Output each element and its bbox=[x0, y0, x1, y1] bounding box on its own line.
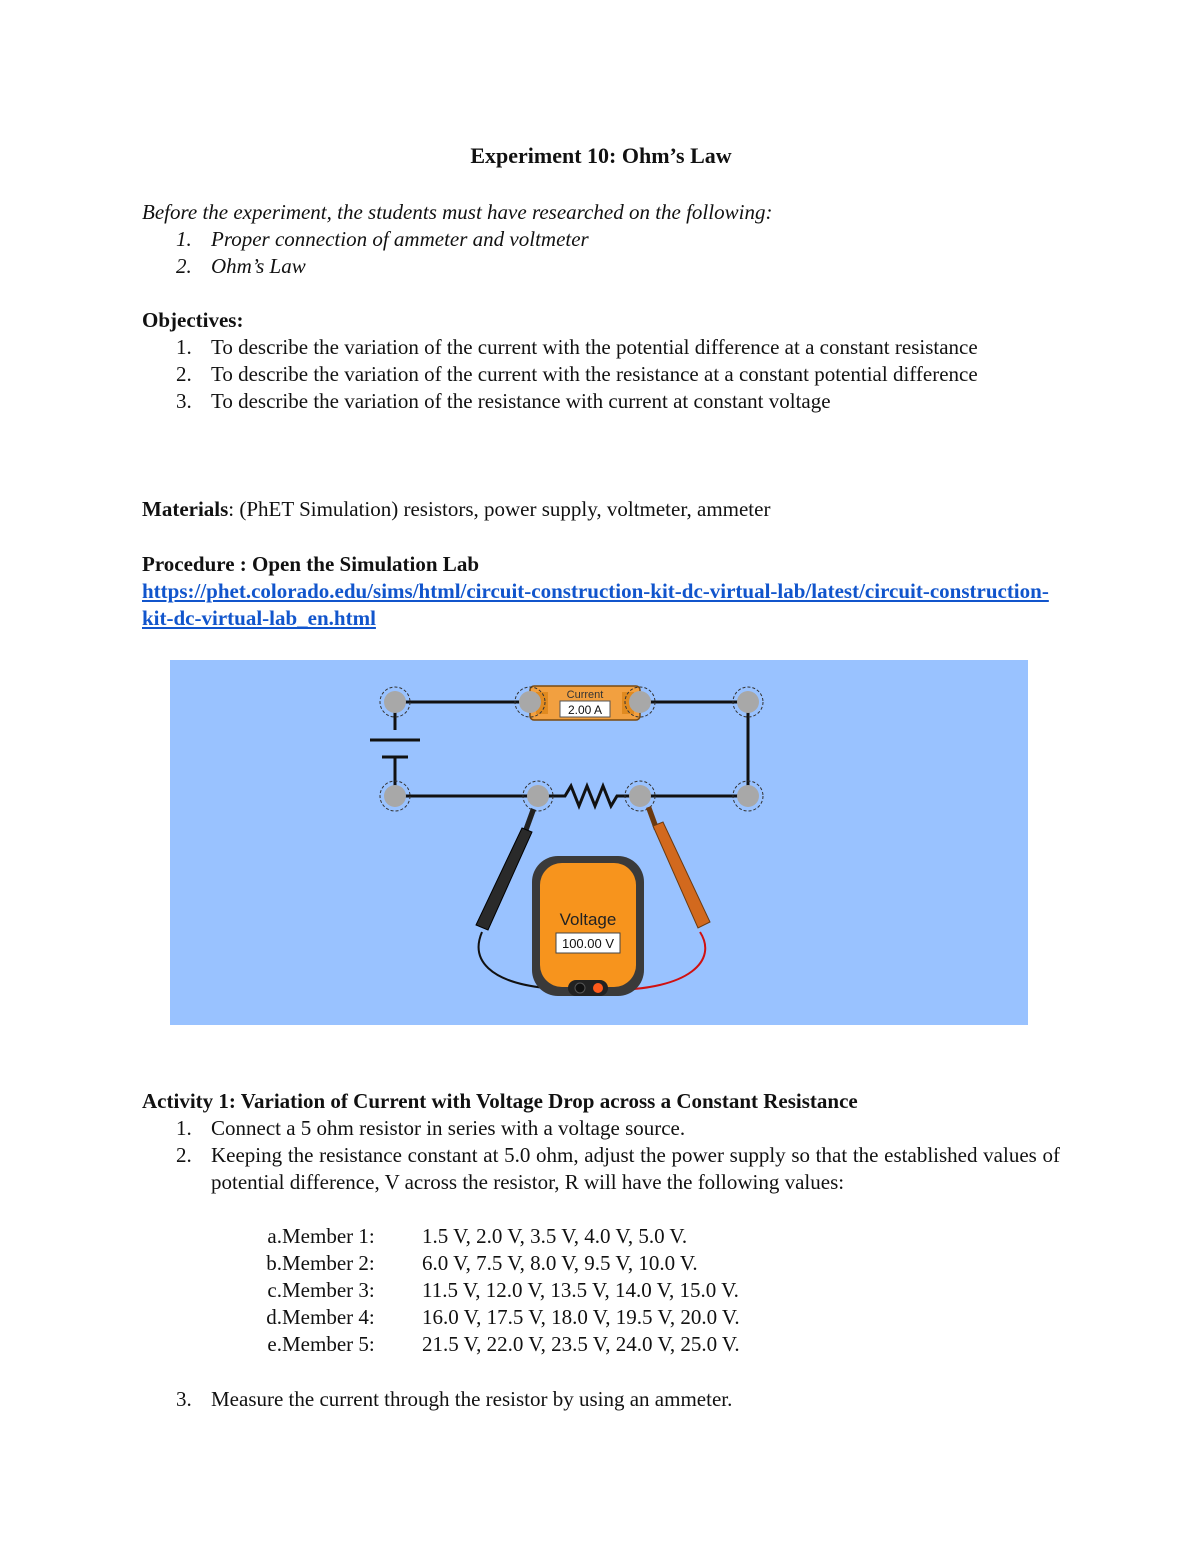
materials-label: Materials bbox=[142, 497, 229, 521]
list-item bbox=[142, 1142, 1060, 1196]
list-text: To describe the variation of the resistance with current at constant voltage bbox=[211, 389, 831, 413]
node-handle[interactable] bbox=[515, 687, 545, 717]
member-name: Member 4: bbox=[282, 1305, 375, 1329]
list-item bbox=[142, 361, 1060, 388]
member-values: 6.0 V, 7.5 V, 8.0 V, 9.5 V, 10.0 V. bbox=[422, 1251, 698, 1275]
procedure-heading: Procedure : Open the Simulation Lab bbox=[142, 552, 479, 576]
activity1-steps bbox=[142, 1115, 1060, 1196]
circuit-simulation-figure bbox=[170, 660, 1028, 1025]
materials-text: : (PhET Simulation) resistors, power supply, voltmeter, ammeter bbox=[228, 497, 771, 521]
voltmeter-label: Voltage bbox=[559, 910, 617, 929]
list-number: 2. bbox=[176, 362, 192, 386]
activity1-heading: Activity 1: Variation of Current with Voltage Drop across a Constant Resistance bbox=[142, 1089, 858, 1113]
node-handle[interactable] bbox=[733, 687, 763, 717]
list-item bbox=[142, 226, 1060, 253]
node-handle[interactable] bbox=[523, 781, 553, 811]
research-list bbox=[142, 226, 1060, 280]
list-item bbox=[142, 388, 1060, 415]
member-name: Member 2: bbox=[282, 1251, 375, 1275]
black-jack-icon bbox=[575, 983, 585, 993]
list-number: 1. bbox=[176, 335, 192, 359]
list-item bbox=[266, 1304, 740, 1331]
ammeter-label: Current bbox=[566, 689, 604, 701]
list-item bbox=[142, 253, 1060, 280]
member-name: Member 3: bbox=[282, 1278, 375, 1302]
node-handle[interactable] bbox=[380, 687, 410, 717]
list-number: 2. bbox=[176, 254, 192, 278]
list-text: Proper connection of ammeter and voltmeter bbox=[211, 227, 589, 251]
list-letter: e. bbox=[267, 1332, 282, 1356]
list-item bbox=[267, 1277, 740, 1304]
voltmeter-value: 100.00 V bbox=[561, 936, 615, 951]
voltmeter-icon[interactable] bbox=[532, 856, 644, 996]
member-values-list bbox=[266, 1223, 740, 1358]
list-item bbox=[267, 1331, 740, 1358]
list-item bbox=[266, 1250, 740, 1277]
member-values: 21.5 V, 22.0 V, 23.5 V, 24.0 V, 25.0 V. bbox=[422, 1332, 740, 1356]
materials-line bbox=[142, 496, 770, 523]
list-item bbox=[267, 1223, 740, 1250]
list-number: 3. bbox=[176, 1387, 192, 1411]
list-item bbox=[142, 1115, 1060, 1142]
member-values: 1.5 V, 2.0 V, 3.5 V, 4.0 V, 5.0 V. bbox=[422, 1224, 688, 1248]
simulation-link[interactable]: https://phet.colorado.edu/sims/html/circuit-construction-kit-dc-virtual-lab/latest/circuit-construction-kit-dc-virtual-lab_en.html bbox=[142, 579, 1049, 630]
node-handle[interactable] bbox=[380, 781, 410, 811]
red-probe-icon[interactable] bbox=[646, 806, 710, 928]
list-number: 2. bbox=[176, 1143, 192, 1167]
objectives-list bbox=[142, 334, 1060, 415]
list-text: Keeping the resistance constant at 5.0 ohm, adjust the power supply so that the established values of potential difference, V across the resistor, R will have the following values: bbox=[211, 1143, 1060, 1194]
black-probe-icon[interactable] bbox=[476, 808, 536, 930]
list-letter: d. bbox=[266, 1305, 282, 1329]
member-values: 16.0 V, 17.5 V, 18.0 V, 19.5 V, 20.0 V. bbox=[422, 1305, 740, 1329]
node-handle[interactable] bbox=[733, 781, 763, 811]
list-number: 1. bbox=[176, 227, 192, 251]
objectives-heading: Objectives: bbox=[142, 308, 244, 332]
ammeter-value: 2.00 A bbox=[567, 703, 603, 717]
ammeter-icon[interactable] bbox=[530, 686, 640, 720]
list-letter: b. bbox=[266, 1251, 282, 1275]
list-number: 3. bbox=[176, 389, 192, 413]
intro-text: Before the experiment, the students must have researched on the following: bbox=[142, 200, 773, 224]
list-text: Connect a 5 ohm resistor in series with a voltage source. bbox=[211, 1116, 686, 1140]
list-text: Measure the current through the resistor by using an ammeter. bbox=[211, 1387, 733, 1411]
list-text: To describe the variation of the current with the resistance at a constant potential difference bbox=[211, 362, 978, 386]
list-letter: a. bbox=[267, 1224, 282, 1248]
red-jack-icon bbox=[593, 983, 603, 993]
member-values: 11.5 V, 12.0 V, 13.5 V, 14.0 V, 15.0 V. bbox=[422, 1278, 739, 1302]
list-text: To describe the variation of the current with the potential difference at a constant resistance bbox=[211, 335, 978, 359]
battery-icon[interactable] bbox=[370, 740, 420, 757]
circuit-diagram bbox=[170, 660, 1028, 1025]
list-text: Ohm’s Law bbox=[211, 254, 306, 278]
list-letter: c. bbox=[267, 1278, 282, 1302]
member-name: Member 1: bbox=[282, 1224, 375, 1248]
activity1-step3 bbox=[142, 1386, 1060, 1413]
member-name: Member 5: bbox=[282, 1332, 375, 1356]
list-item bbox=[142, 334, 1060, 361]
page-title: Experiment 10: Ohm’s Law bbox=[470, 143, 732, 168]
list-item bbox=[142, 1386, 1060, 1413]
list-number: 1. bbox=[176, 1116, 192, 1140]
